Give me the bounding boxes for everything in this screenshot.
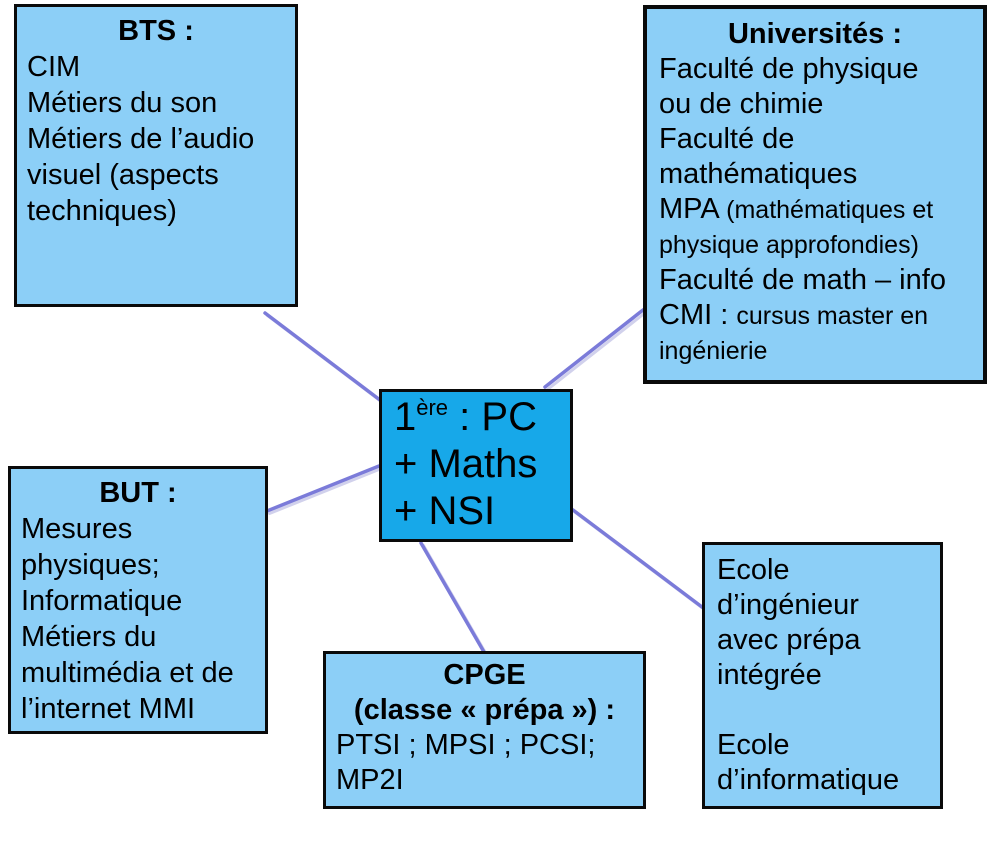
- ecole-line: d’informatique: [717, 764, 900, 796]
- universites-acronym: MPA: [659, 193, 727, 225]
- ecole-line-blank: [717, 693, 928, 728]
- box-ecoles: [702, 542, 943, 809]
- bts-line: Métiers du son: [27, 87, 218, 119]
- universites-title: Universités :: [727, 18, 903, 50]
- center-line-3: + NSI: [394, 489, 496, 533]
- universites-line: ou de chimie: [659, 88, 824, 120]
- but-title: BUT :: [99, 477, 177, 509]
- universites-line: Faculté de math – info: [659, 264, 946, 296]
- but-line: l’internet MMI: [21, 693, 196, 725]
- center-grade: 1: [394, 395, 417, 439]
- but-line: multimédia et de: [21, 657, 234, 689]
- but-line: physiques;: [21, 549, 160, 581]
- center-grade-superscript: ère: [416, 395, 449, 420]
- box-but: [8, 466, 268, 734]
- bts-line: Métiers de l’audio: [27, 123, 255, 155]
- connector-universites-center: [545, 310, 643, 387]
- ecole-line: Ecole: [717, 554, 790, 586]
- bts-line: CIM: [27, 51, 81, 83]
- universites-line: Faculté de physique: [659, 53, 919, 85]
- bts-line: visuel (aspects: [27, 159, 219, 191]
- universites-line: [659, 192, 971, 228]
- universites-line: mathématiques: [659, 158, 858, 190]
- box-universites: [643, 5, 987, 384]
- ecole-line: intégrée: [717, 659, 822, 691]
- center-subjects-pc: : PC: [448, 395, 537, 439]
- cpge-title: CPGE: [443, 659, 526, 691]
- ecole-line: d’ingénieur: [717, 589, 859, 621]
- bts-line: techniques): [27, 195, 177, 227]
- box-cpge: [323, 651, 646, 809]
- but-line: Informatique: [21, 585, 183, 617]
- universites-line: [659, 298, 971, 334]
- but-line: Métiers du: [21, 621, 157, 653]
- universites-line: ingénierie: [659, 337, 768, 365]
- center-line-1: [394, 394, 558, 441]
- cpge-line: PTSI ; MPSI ; PCSI;: [336, 729, 596, 761]
- connector-ecole-center: [573, 510, 702, 607]
- connector-but-center: [267, 466, 379, 511]
- box-bts: [14, 4, 298, 307]
- box-center-premiere: [379, 389, 573, 542]
- universites-acronym-expansion: (mathématiques et: [726, 196, 934, 224]
- bts-title: BTS :: [118, 15, 194, 47]
- connector-bts-center: [265, 313, 380, 400]
- universites-line: Faculté de: [659, 123, 795, 155]
- ecole-line: avec prépa: [717, 624, 861, 656]
- universites-line: physique approfondies): [659, 231, 919, 259]
- cpge-subtitle: (classe « prépa ») :: [353, 694, 616, 726]
- universites-acronym-expansion: cursus master en: [736, 302, 929, 330]
- ecole-line: Ecole: [717, 729, 790, 761]
- connector-cpge-center: [421, 543, 484, 652]
- but-line: Mesures: [21, 513, 133, 545]
- cpge-line: MP2I: [336, 764, 404, 796]
- center-line-2: + Maths: [394, 442, 538, 486]
- universites-acronym: CMI :: [659, 299, 737, 331]
